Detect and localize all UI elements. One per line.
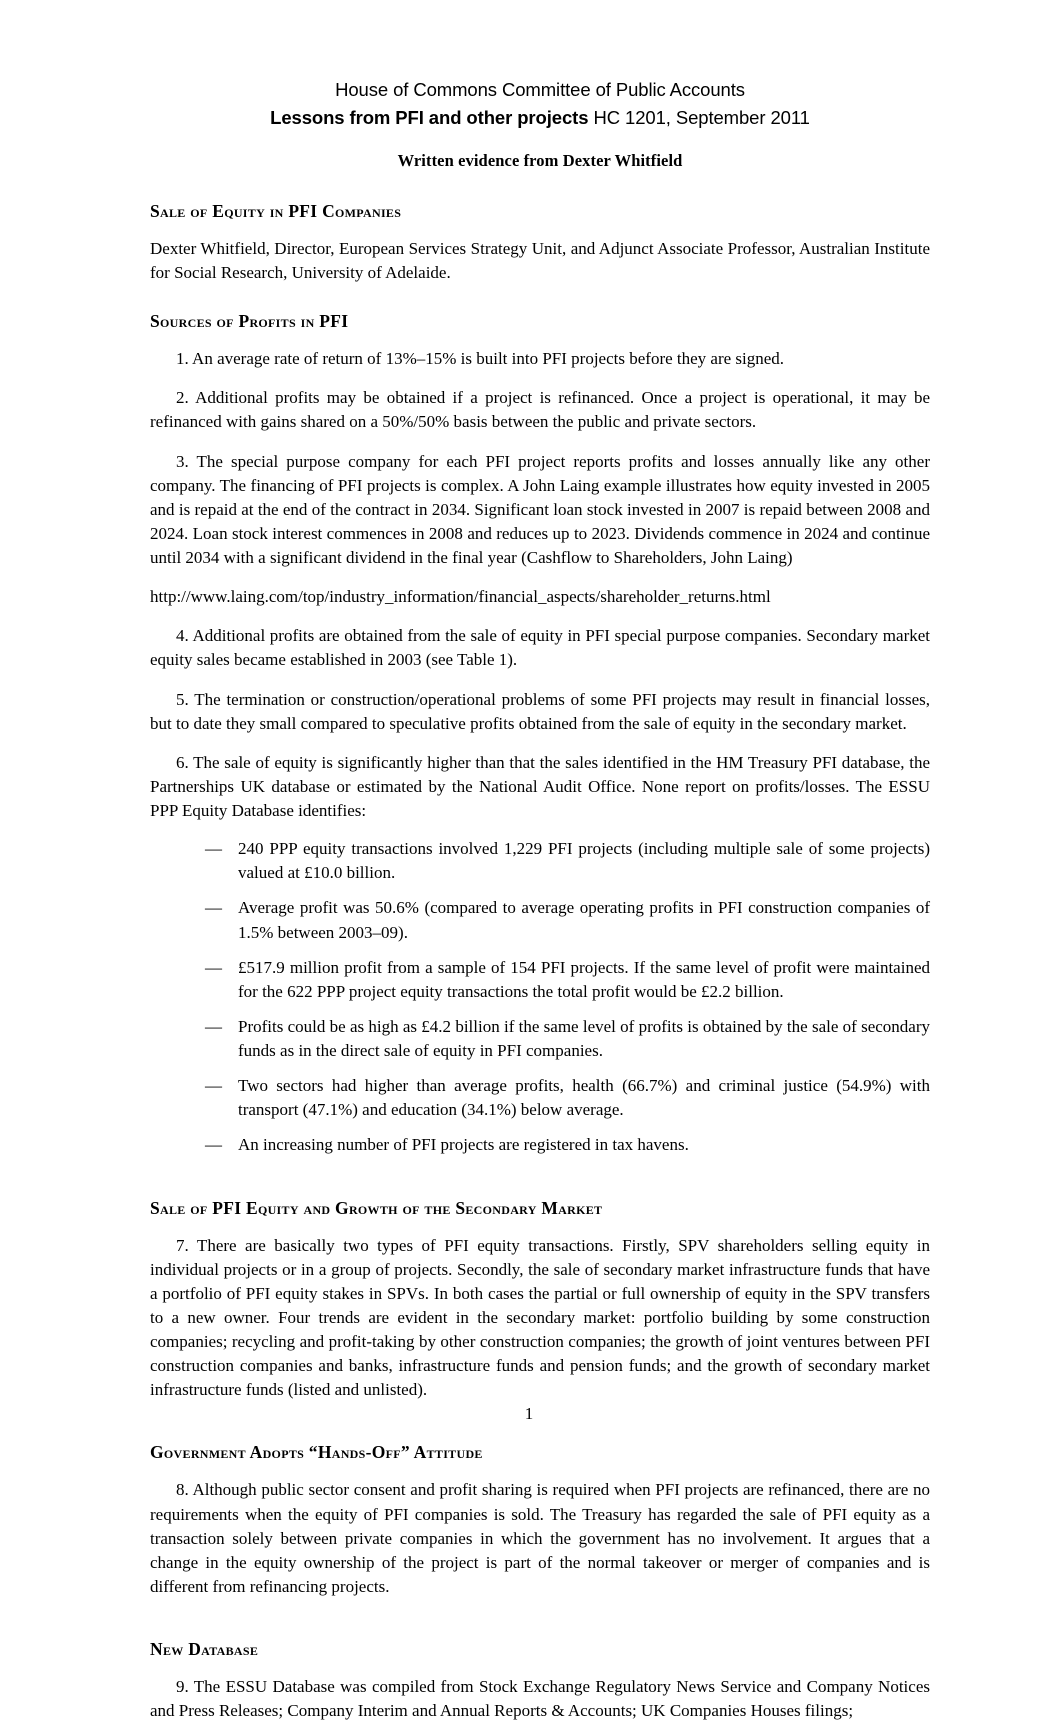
- list-item-text: An increasing number of PFI projects are registered in tax havens.: [238, 1135, 689, 1155]
- list-item: [150, 1015, 930, 1063]
- em-dash-icon: —: [205, 957, 222, 977]
- em-dash-icon: —: [205, 898, 222, 918]
- heading-sale-of-equity: Sale of Equity in PFI Companies: [150, 200, 402, 221]
- findings-list: [150, 837, 930, 1157]
- list-item-text: Average profit was 50.6% (compared to average operating profits in PFI construction companies of 1.5% between 2003–09).: [238, 898, 930, 942]
- paragraph-9: 9. The ESSU Database was compiled from Stock Exchange Regulatory News Service and Company Notices and Press Releases; Company Interim and Annual Reports & Accounts; UK Companies Houses filings;: [150, 1677, 930, 1721]
- list-item: [150, 956, 930, 1004]
- heading-secondary-market: Sale of PFI Equity and Growth of the Secondary Market: [150, 1197, 603, 1218]
- heading-new-database: New Database: [150, 1639, 259, 1660]
- em-dash-icon: —: [205, 1135, 222, 1155]
- paragraph-3: [150, 450, 930, 571]
- list-item-text: 240 PPP equity transactions involved 1,229 PFI projects (including multiple sale of some projects) valued at £10.0 billion.: [238, 839, 930, 883]
- list-item: [150, 896, 930, 944]
- header-report-title: Lessons from PFI and other projects: [270, 106, 589, 128]
- em-dash-icon: —: [205, 1076, 222, 1096]
- paragraph-6: 6. The sale of equity is significantly higher than that the sales identified in the HM Treasury PFI database, the Partnerships UK database or estimated by the National Audit Office. None report on profits/losses. The ESSU PPP Equity Database identifies:: [150, 752, 930, 821]
- list-item: [150, 1133, 930, 1157]
- heading-sources-of-profits: Sources of Profits in PFI: [150, 311, 349, 332]
- paragraph-7: 7. There are basically two types of PFI equity transactions. Firstly, SPV shareholders selling equity in individual projects or in a group of projects. Secondly, the sale of secondary market infrastructure funds that have a portfolio of PFI equity stakes in SPVs. In both cases the partial or full ownership of equity in the SPV transfers to a new owner. Four trends are evident in the secondary market: portfolio building by some construction companies; recycling and profit-taking by other construction companies; the growth of joint ventures between PFI construction companies and banks, infrastructure funds and pension funds; and the growth of secondary market infrastructure funds (listed and unlisted).: [150, 1235, 930, 1400]
- running-header: [150, 78, 930, 131]
- document-subtitle: Written evidence from Dexter Whitfield: [397, 150, 683, 170]
- em-dash-icon: —: [205, 1016, 222, 1036]
- paragraph-4: 4. Additional profits are obtained from the sale of equity in PFI special purpose companies. Secondary market equity sales became established in 2003 (see Table 1).: [150, 626, 930, 670]
- list-item: [150, 837, 930, 885]
- em-dash-icon: —: [205, 839, 222, 859]
- paragraph-8: 8. Although public sector consent and profit sharing is required when PFI projects are refinanced, there are no requirements when the equity of PFI companies is sold. The Treasury has regarded the sale of PFI equity as a transaction solely between private companies in which the government has no involvement. It argues that a change in the equity ownership of the project is part of the normal takeover or merger of companies and is different from refinancing projects.: [150, 1480, 930, 1596]
- heading-hands-off-attitude: Government Adopts “Hands-Off” Attitude: [150, 1442, 483, 1463]
- paragraph-3-url[interactable]: http://www.laing.com/top/industry_information/financial_aspects/shareholder_returns.html: [150, 587, 771, 607]
- page-number: 1: [524, 1404, 534, 1423]
- header-report-reference: HC 1201, September 2011: [588, 106, 810, 128]
- paragraph-3-text: 3. The special purpose company for each PFI project reports profits and losses annually like any other company. The financing of PFI projects is complex. A John Laing example illustrates how equity invested in 2005 and is repaid at the end of the contract in 2034. Significant loan stock invested in 2007 is repaid between 2008 and 2024. Loan stock interest commences in 2008 and reduces up to 2023. Dividends commence in 2024 and continue until 2034 with a significant dividend in the final year (Cashflow to Shareholders, John Laing): [150, 451, 930, 568]
- page-content: [150, 78, 930, 1723]
- header-report-line: [150, 106, 930, 131]
- header-committee-line: House of Commons Committee of Public Accounts: [335, 79, 745, 100]
- paragraph-5: 5. The termination or construction/operational problems of some PFI projects may result in financial losses, but to date they small compared to speculative profits obtained from the sale of equity in the secondary market.: [150, 689, 930, 733]
- list-item: [150, 1074, 930, 1122]
- paragraph-1: 1. An average rate of return of 13%–15% is built into PFI projects before they are signed.: [176, 349, 785, 369]
- author-affiliation: Dexter Whitfield, Director, European Services Strategy Unit, and Adjunct Associate Professor, Australian Institute for Social Research, University of Adelaide.: [150, 238, 930, 283]
- list-item-text: Two sectors had higher than average profits, health (66.7%) and criminal justice (54.9%) with transport (47.1%) and education (34.1%) below average.: [238, 1076, 930, 1120]
- list-item-text: £517.9 million profit from a sample of 154 PFI projects. If the same level of profit were maintained for the 622 PPP project equity transactions the total profit would be £2.2 billion.: [238, 957, 930, 1001]
- paragraph-2: 2. Additional profits may be obtained if a project is refinanced. Once a project is operational, it may be refinanced with gains shared on a 50%/50% basis between the public and private sectors.: [150, 388, 930, 432]
- list-item-text: Profits could be as high as £4.2 billion if the same level of profits is obtained by the sale of secondary funds as in the direct sale of equity in PFI companies.: [238, 1016, 930, 1061]
